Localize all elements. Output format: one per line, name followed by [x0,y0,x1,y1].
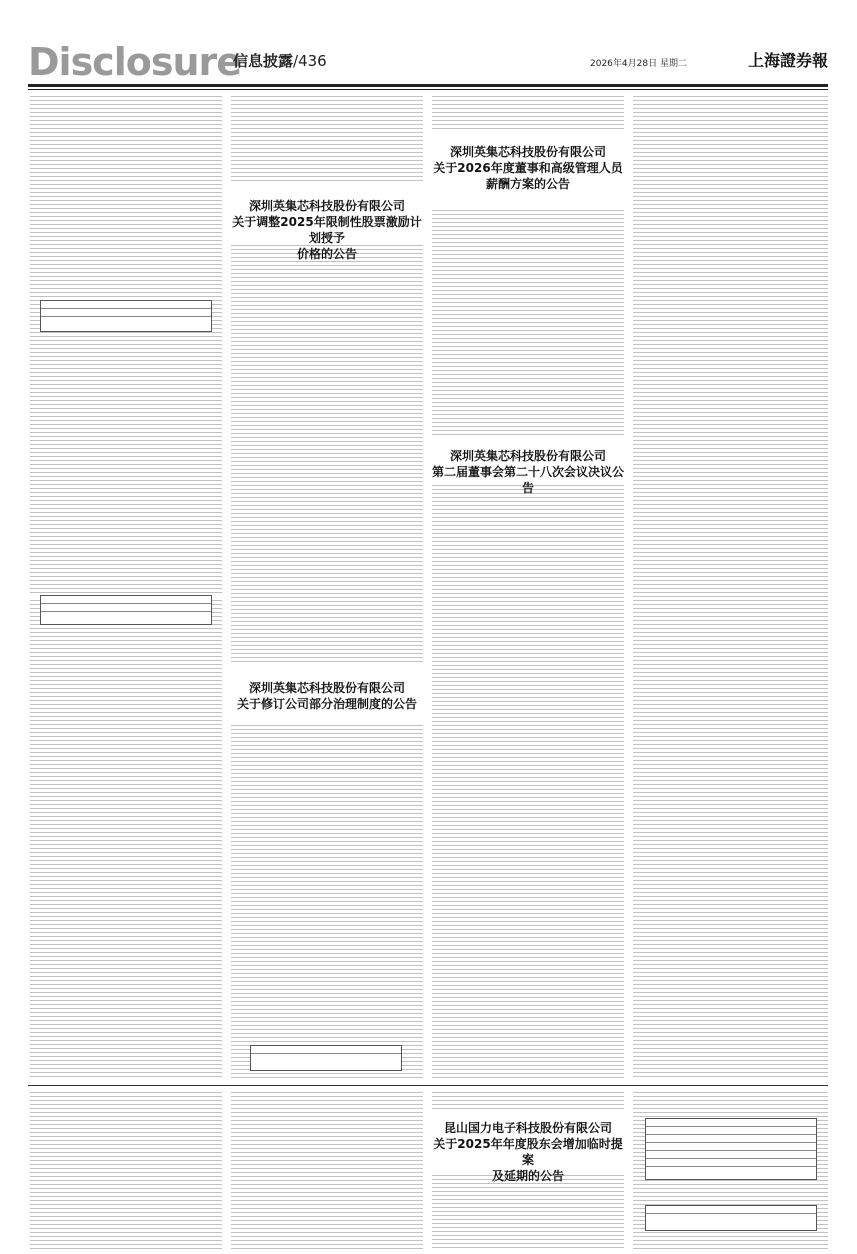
notice-company: 昆山国力电子科技股份有限公司 [443,1121,612,1135]
notice-title-block [432,136,624,206]
stock-codes [231,672,423,677]
data-table [40,595,212,625]
data-table [645,1205,817,1231]
notice-title-line: 关于调整2025年限制性股票激励计划授予 [232,215,422,245]
paper-name: 上海證券報 [747,51,828,70]
masthead-rule [28,84,828,87]
data-table [645,1118,817,1180]
notice-title-line: 关于2025年年度股东会增加临时提案 [433,1137,623,1167]
body-column [231,245,423,665]
notice-company: 深圳英集芯科技股份有限公司 [248,681,405,695]
notice-title-line: 关于修订公司部分治理制度的公告 [236,697,417,711]
page-number: /436 [293,52,327,70]
stock-codes [432,136,624,141]
notice-title-block [231,190,423,261]
stock-codes [432,440,624,445]
data-table [40,300,212,332]
masthead [28,42,828,82]
masthead-rule-thin [28,89,828,90]
notice-company: 深圳英集芯科技股份有限公司 [248,199,405,213]
body-column [231,96,423,184]
notice-company: 深圳英集芯科技股份有限公司 [449,449,606,463]
notice-company: 深圳英集芯科技股份有限公司 [449,145,606,159]
body-column [30,600,222,1080]
body-column [30,96,222,596]
body-column [231,725,423,1080]
notice-title-line: 薪酬方案的公告 [485,177,570,191]
notice-title-line: 第二届董事会第二十八次会议决议公告 [432,465,625,495]
notice-title-line: 及延期的公告 [491,1169,564,1183]
notice-title-line: 价格的公告 [296,247,357,261]
notice-title-block [432,1112,624,1183]
body-column [633,96,828,1080]
section-title [233,50,327,71]
body-column [432,96,624,132]
body-column [231,1092,423,1250]
notice-title-line: 关于2026年度董事和高级管理人员 [433,161,623,175]
body-column [30,1092,222,1250]
notice-title-block [231,672,423,722]
body-column [432,1175,624,1250]
stock-codes [432,1112,624,1117]
body-column [432,485,624,1080]
section-divider [28,1085,828,1086]
brand-wordmark: Disclosure [28,40,242,84]
notice-title-block [432,440,625,495]
body-column [432,1092,624,1110]
stock-codes [231,190,423,195]
body-column [432,210,624,435]
data-table [250,1045,402,1071]
issue-date: 2026年4月28日 星期二 [590,59,687,69]
section-name: 信息披露 [233,52,294,70]
